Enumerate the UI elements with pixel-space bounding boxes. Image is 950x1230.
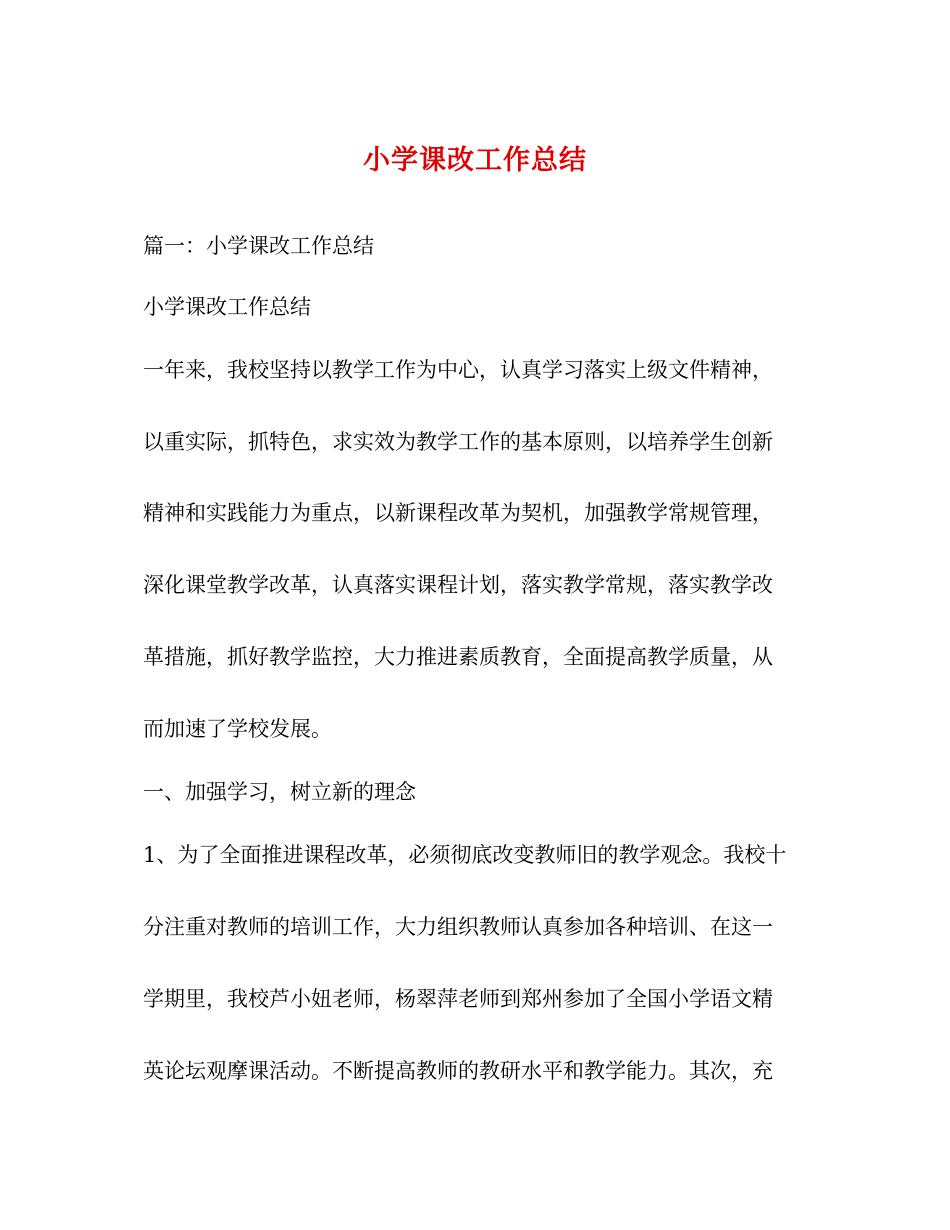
paragraph-line: 革措施，抓好教学监控，大力推进素质教育，全面提高教学质量，从 xyxy=(143,645,773,669)
paragraph-line: 一、加强学习，树立新的理念 xyxy=(143,780,416,804)
paragraph-line: 而加速了学校发展。 xyxy=(143,717,332,741)
paragraph-line: 篇一：小学课改工作总结 xyxy=(143,234,374,258)
paragraph-line: 英论坛观摩课活动。不断提高教师的教研水平和教学能力。其次，充 xyxy=(143,1059,773,1083)
paragraph-line: 深化课堂教学改革，认真落实课程计划，落实教学常规，落实教学改 xyxy=(143,573,773,597)
paragraph-line: 小学课改工作总结 xyxy=(143,295,311,319)
document-title: 小学课改工作总结 xyxy=(363,145,587,176)
paragraph-line: 学期里，我校芦小妞老师，杨翠萍老师到郑州参加了全国小学语文精 xyxy=(143,987,773,1011)
paragraph-line: 1、为了全面推进课程改革，必须彻底改变教师旧的教学观念。我校十 xyxy=(143,843,787,867)
paragraph-line: 分注重对教师的培训工作，大力组织教师认真参加各种培训、在这一 xyxy=(143,915,773,939)
paragraph-line: 一年来，我校坚持以教学工作为中心，认真学习落实上级文件精神， xyxy=(143,358,773,382)
paragraph-line: 精神和实践能力为重点，以新课程改革为契机，加强教学常规管理， xyxy=(143,501,773,525)
paragraph-line: 以重实际，抓特色，求实效为教学工作的基本原则，以培养学生创新 xyxy=(143,430,773,454)
